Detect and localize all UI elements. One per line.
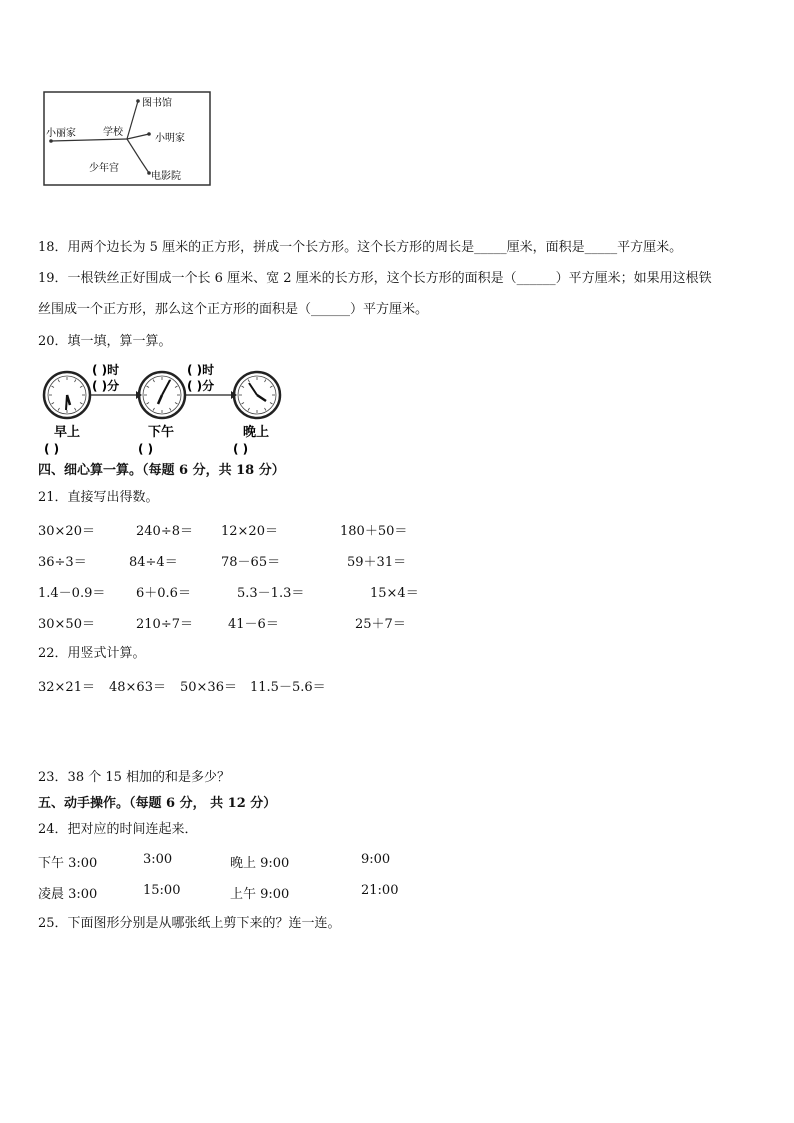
road-palace-cinema <box>141 161 149 173</box>
q21-item: 30×50＝ <box>38 617 95 632</box>
arrow-2-hour-blank: ( )时 <box>187 363 215 377</box>
q24-item: 3:00 <box>143 852 173 867</box>
q21-row-2 <box>0 551 794 569</box>
xiaoming-home-dot <box>147 132 151 136</box>
route-map-diagram <box>43 91 211 186</box>
question-20: 20．填一填，算一算。 <box>38 334 172 349</box>
q21-item: 41－6＝ <box>228 617 279 632</box>
q24-item: 9:00 <box>361 852 391 867</box>
q24-item: 晚上 9:00 <box>230 856 290 871</box>
q22-item: 48×63＝ <box>109 680 166 695</box>
question-25: 25．下面图形分别是从哪张纸上剪下来的？连一连。 <box>38 916 341 931</box>
library-dot <box>136 99 140 103</box>
q21-item: 240÷8＝ <box>136 524 193 539</box>
q22-row <box>0 676 794 694</box>
clock-afternoon <box>139 372 185 418</box>
question-21: 21．直接写出得数。 <box>38 490 159 505</box>
q21-row-4 <box>0 613 794 631</box>
q21-item: 5.3－1.3＝ <box>237 586 305 601</box>
xiaoli-home-label: 小丽家 <box>46 128 76 139</box>
youth-palace-label: 少年宫 <box>89 163 119 174</box>
q21-row-1 <box>0 520 794 538</box>
library-label: 图书馆 <box>142 98 172 109</box>
cinema-label: 电影院 <box>151 171 181 182</box>
road-school-library <box>127 101 138 139</box>
road-xiaoli-school <box>51 139 127 141</box>
school-label: 学校 <box>103 127 123 138</box>
q22-item: 11.5－5.6＝ <box>250 680 326 695</box>
road-school-xiaoming <box>127 134 149 139</box>
clock-evening <box>234 372 280 418</box>
route-map-figure <box>43 91 211 186</box>
q24-row-2 <box>0 883 794 901</box>
q21-item: 36÷3＝ <box>38 555 87 570</box>
q21-item: 84÷4＝ <box>129 555 178 570</box>
q24-item: 下午 3:00 <box>38 856 98 871</box>
q21-item: 12×20＝ <box>221 524 278 539</box>
road-school-palace <box>127 139 141 161</box>
q21-item: 1.4－0.9＝ <box>38 586 106 601</box>
q24-item: 21:00 <box>361 883 399 898</box>
q21-item: 180＋50＝ <box>340 524 408 539</box>
morning-label: 早上 <box>54 425 81 440</box>
question-24: 24．把对应的时间连起来． <box>38 822 198 837</box>
evening-blank: ( ) <box>233 442 249 456</box>
afternoon-label: 下午 <box>148 425 175 440</box>
evening-label: 晚上 <box>243 425 270 440</box>
arrow-1-hour-blank: ( )时 <box>92 363 120 377</box>
arrow-1-minute-blank: ( )分 <box>92 379 120 393</box>
q21-item: 6＋0.6＝ <box>136 586 191 601</box>
q21-item: 59＋31＝ <box>347 555 407 570</box>
question-19-line-1: 19．一根铁丝正好围成一个长 6 厘米、宽 2 厘米的长方形，这个长方形的面积是（______）平方厘米；如果用这根铁 <box>38 271 712 286</box>
q24-item: 凌晨 3:00 <box>38 887 98 902</box>
q22-item: 32×21＝ <box>38 680 95 695</box>
q24-row-1 <box>0 852 794 870</box>
q21-item: 78－65＝ <box>221 555 281 570</box>
clocks-diagram <box>40 360 290 460</box>
q24-item: 15:00 <box>143 883 181 898</box>
q24-item: 上午 9:00 <box>230 887 290 902</box>
section-4-heading: 四、细心算一算。（每题 6 分，共 18 分） <box>38 463 285 478</box>
clocks-figure <box>40 360 290 460</box>
arrow-2-minute-blank: ( )分 <box>187 379 215 393</box>
question-19-line-2: 丝围成一个正方形，那么这个正方形的面积是（______）平方厘米。 <box>38 302 429 317</box>
clock-morning <box>44 372 90 418</box>
question-22: 22．用竖式计算。 <box>38 646 146 661</box>
afternoon-blank: ( ) <box>138 442 154 456</box>
q22-item: 50×36＝ <box>180 680 237 695</box>
q21-item: 30×20＝ <box>38 524 95 539</box>
question-18: 18．用两个边长为 5 厘米的正方形，拼成一个长方形。这个长方形的周长是_____厘米，面积是_____平方厘米。 <box>38 240 683 255</box>
question-23: 23．38 个 15 相加的和是多少？ <box>38 770 231 785</box>
q21-item: 210÷7＝ <box>136 617 193 632</box>
morning-blank: ( ) <box>44 442 60 456</box>
q21-item: 15×4＝ <box>370 586 419 601</box>
section-5-heading: 五、动手操作。（每题 6 分， 共 12 分） <box>38 796 277 811</box>
q21-row-3 <box>0 582 794 600</box>
xiaoli-home-dot <box>49 139 53 143</box>
q21-item: 25＋7＝ <box>355 617 406 632</box>
xiaoming-home-label: 小明家 <box>155 133 185 144</box>
